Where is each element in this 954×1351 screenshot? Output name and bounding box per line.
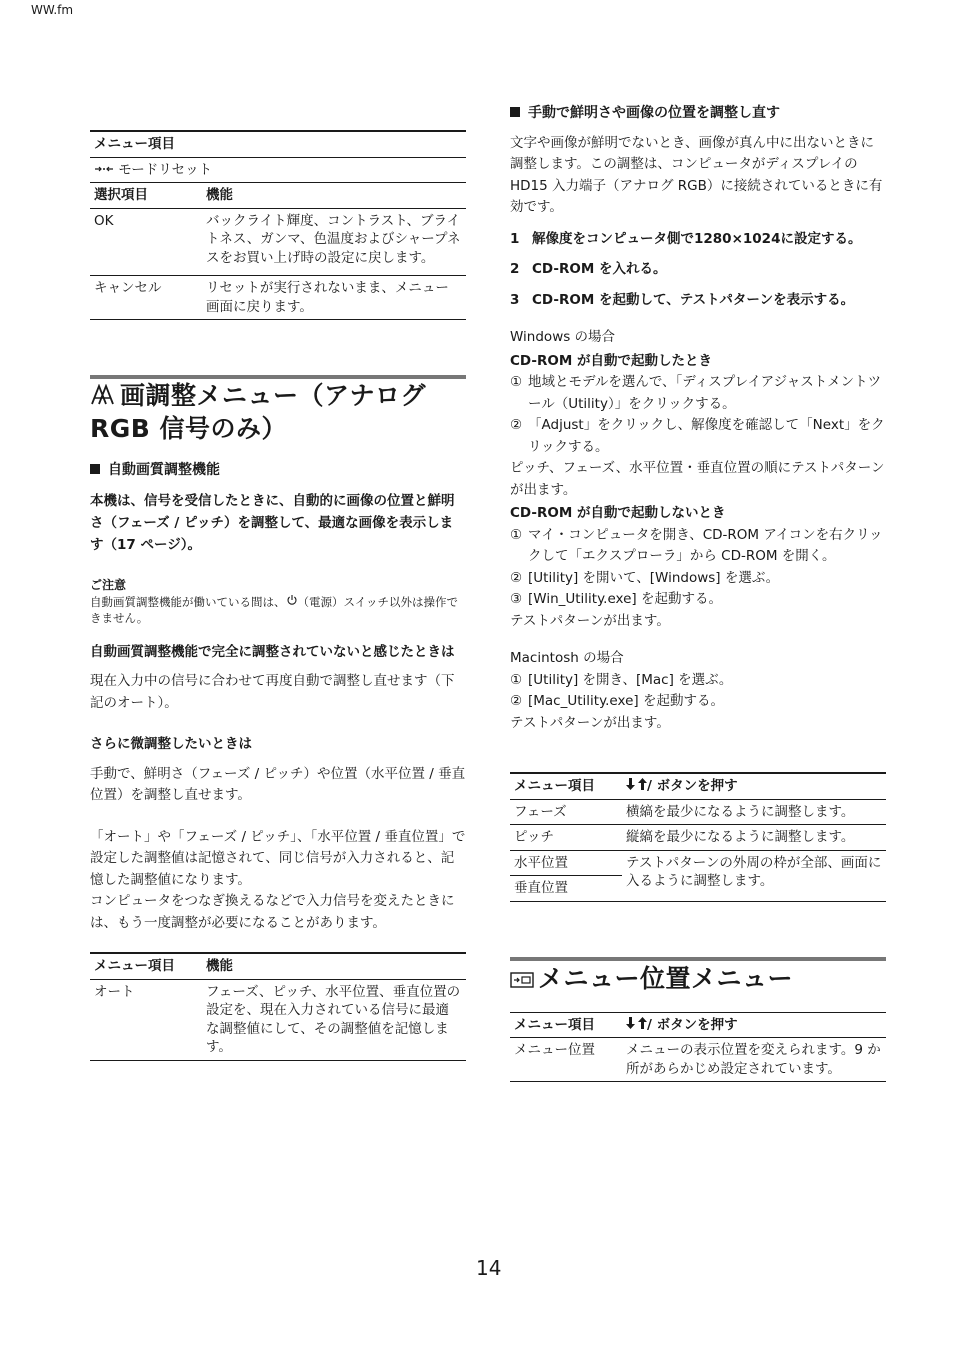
position-item: メニュー位置 bbox=[510, 1038, 622, 1082]
menu-position-title bbox=[510, 963, 886, 996]
manual-col-menu: メニュー項目 bbox=[510, 773, 622, 799]
reset-desc-ok: バックライト輝度、コントラスト、ブライトネス、ガンマ、色温度およびシャープネスをお買い上げ時の設定に戻します。 bbox=[202, 208, 466, 276]
down-arrow-icon bbox=[626, 1016, 635, 1035]
step-3 bbox=[510, 290, 886, 312]
noautorun-result: テストパターンが出ます。 bbox=[510, 612, 670, 629]
image-section-title-line1: 画調整メニュー（アナログ bbox=[120, 381, 427, 410]
image-adjust-icon bbox=[90, 382, 116, 413]
manual-col-button-text: / ボタンを押す bbox=[647, 778, 738, 794]
autorun-heading: CD-ROM が自動で起動したとき bbox=[510, 352, 712, 369]
note-body-after: （電源）スイッチ以外は操作できません。 bbox=[90, 594, 459, 625]
memory-body-1: 「オート」や「フェーズ / ピッチ」、「水平位置 / 垂直位置」で設定した調整値は記憶されて、同じ信号が入力されると、記憶した調整値になります。 bbox=[90, 828, 466, 888]
step-1-num: 1 bbox=[510, 230, 520, 247]
noautorun-item-3-text: [Win_Utility.exe] を起動する。 bbox=[528, 591, 722, 607]
mac-item-2-text: [Mac_Utility.exe] を起動する。 bbox=[528, 693, 724, 709]
manual-item-vpos: 垂直位置 bbox=[510, 876, 622, 902]
mac-result: テストパターンが出ます。 bbox=[510, 714, 670, 731]
autorun-result: ピッチ、フェーズ、水平位置・垂直位置の順にテストパターンが出ます。 bbox=[510, 460, 885, 498]
step-1-text: 解像度をコンピュータ側で1280×1024に設定する。 bbox=[532, 230, 862, 247]
square-bullet-icon bbox=[90, 464, 100, 474]
memory-body-2: コンピュータをつなぎ換えるなどで入力信号を変えたときには、もう一度調整が必要になることがあります。 bbox=[90, 893, 455, 931]
auto-heading-text: 自動画質調整機能 bbox=[108, 462, 220, 478]
autorun-item-1-num: ① bbox=[510, 374, 523, 390]
noautorun-item-1-text: マイ・コンピュータを開き、CD-ROM アイコンを右クリックして「エクスプローラ」から CD-ROM を開く。 bbox=[528, 526, 883, 564]
autorun-item-2 bbox=[510, 415, 886, 458]
fine-body: 手動で、鮮明さ（フェーズ / ピッチ）や位置（水平位置 / 垂直位置）を調整し直せます。 bbox=[90, 765, 466, 803]
noautorun-item-2 bbox=[510, 568, 886, 590]
manual-item-phase: フェーズ bbox=[510, 799, 622, 825]
image-section-title-line2: RGB 信号のみ） bbox=[90, 414, 288, 443]
manual-desc-position: テストパターンの外周の枠が全部、画面に入るように調整します。 bbox=[622, 850, 886, 901]
autorun-item-1-text: 地域とモデルを選んで、「ディスプレイアジャストメントツール（Utility）」をクリックする。 bbox=[528, 374, 882, 412]
reset-table-header: メニュー項目 bbox=[90, 131, 466, 157]
left-column bbox=[90, 130, 466, 1061]
manual-table bbox=[510, 772, 886, 902]
note-body bbox=[90, 594, 466, 626]
section-rule-2 bbox=[510, 957, 886, 961]
position-table bbox=[510, 1012, 886, 1083]
auto-desc: フェーズ、ピッチ、水平位置、垂直位置の設定を、現在入力されている信号に最適な調整値にして、その調整値を記憶します。 bbox=[202, 979, 466, 1060]
section-rule bbox=[90, 375, 466, 379]
auto-lead: 本機は、信号を受信したときに、自動的に画像の位置と鮮明さ（フェーズ / ピッチ）を調整して、最適な画像を表示します（17 ページ）。 bbox=[90, 492, 455, 553]
position-col-menu: メニュー項目 bbox=[510, 1012, 622, 1038]
noautorun-item-3-num: ③ bbox=[510, 591, 523, 607]
note-body-before: 自動画質調整機能が働いている間は、 bbox=[90, 594, 286, 609]
right-column bbox=[510, 103, 886, 1082]
manual-heading bbox=[510, 103, 886, 125]
noautorun-item-1 bbox=[510, 525, 886, 568]
auto-table bbox=[90, 952, 466, 1061]
mac-heading: Macintosh の場合 bbox=[510, 650, 624, 666]
autorun-item-2-num: ② bbox=[510, 417, 523, 433]
step-1 bbox=[510, 229, 886, 251]
mode-reset-icon bbox=[94, 161, 114, 180]
note-title: ご注意 bbox=[90, 577, 127, 592]
square-bullet-icon bbox=[510, 107, 520, 117]
windows-heading: Windows の場合 bbox=[510, 329, 616, 345]
mac-item-1-num: ① bbox=[510, 671, 523, 688]
page-number: 14 bbox=[476, 1256, 502, 1280]
auto-col-menu: メニュー項目 bbox=[90, 953, 202, 979]
noautorun-item-3 bbox=[510, 589, 886, 611]
manual-item-pitch: ピッチ bbox=[510, 825, 622, 851]
auto-item: オート bbox=[90, 979, 202, 1060]
manual-desc-pitch: 縦縞を最少になるように調整します。 bbox=[622, 825, 886, 851]
up-arrow-icon bbox=[638, 1016, 647, 1035]
noautorun-item-2-text: [Utility] を開いて、[Windows] を選ぶ。 bbox=[528, 569, 780, 586]
step-2-num: 2 bbox=[510, 261, 520, 277]
mac-item-2-num: ② bbox=[510, 693, 523, 709]
incomplete-heading: 自動画質調整機能で完全に調整されていないと感じたときは bbox=[90, 643, 455, 660]
down-arrow-icon bbox=[626, 777, 635, 796]
reset-table bbox=[90, 130, 466, 320]
position-col-button bbox=[622, 1012, 886, 1038]
noautorun-heading: CD-ROM が自動で起動しないとき bbox=[510, 505, 726, 521]
auto-heading bbox=[90, 460, 466, 482]
fine-heading: さらに微調整したいときは bbox=[90, 736, 252, 752]
reset-item-cancel: キャンセル bbox=[90, 276, 202, 320]
incomplete-body: 現在入力中の信号に合わせて再度自動で調整し直せます（下記のオート）。 bbox=[90, 673, 455, 711]
menu-position-icon bbox=[510, 965, 534, 996]
step-2-text: CD-ROM を入れる。 bbox=[532, 261, 667, 277]
power-icon bbox=[286, 594, 298, 610]
noautorun-item-1-num: ① bbox=[510, 526, 523, 543]
autorun-item-1 bbox=[510, 372, 886, 415]
col-select: 選択項目 bbox=[90, 183, 202, 209]
manual-intro: 文字や画像が鮮明でないとき、画像が真ん中に出ないときに調整します。この調整は、コンピュータがディスプレイの HD15 入力端子（アナログ RGB）に接続されているときに有効です。 bbox=[510, 134, 883, 215]
image-section-title bbox=[90, 380, 466, 444]
auto-col-function: 機能 bbox=[202, 953, 466, 979]
file-name: WW.fm bbox=[31, 3, 74, 17]
up-arrow-icon bbox=[638, 777, 647, 796]
step-3-num: 3 bbox=[510, 291, 520, 308]
manual-col-button bbox=[622, 773, 886, 799]
step-2 bbox=[510, 259, 886, 281]
col-function: 機能 bbox=[202, 183, 466, 209]
mode-reset-label: モードリセット bbox=[118, 161, 213, 178]
position-col-button-text: / ボタンを押す bbox=[647, 1016, 738, 1033]
position-desc: メニューの表示位置を変えられます。9 か所があらかじめ設定されています。 bbox=[622, 1038, 886, 1082]
mac-item-1-text: [Utility] を開き、[Mac] を選ぶ。 bbox=[528, 671, 733, 688]
mode-reset-row bbox=[90, 157, 466, 183]
mac-item-2 bbox=[510, 691, 886, 713]
mac-item-1 bbox=[510, 670, 886, 692]
step-3-text: CD-ROM を起動して、テストパターンを表示する。 bbox=[532, 291, 855, 308]
manual-desc-phase: 横縞を最少になるように調整します。 bbox=[622, 799, 886, 825]
manual-heading-text: 手動で鮮明さや画像の位置を調整し直す bbox=[528, 105, 780, 121]
manual-item-hpos: 水平位置 bbox=[510, 850, 622, 876]
noautorun-item-2-num: ② bbox=[510, 569, 523, 586]
reset-desc-cancel: リセットが実行されないまま、メニュー画面に戻ります。 bbox=[202, 276, 466, 320]
autorun-item-2-text: 「Adjust」をクリックし、解像度を確認して「Next」をクリックする。 bbox=[528, 417, 885, 455]
menu-position-title-text: メニュー位置メニュー bbox=[538, 963, 794, 993]
reset-item-ok: OK bbox=[90, 208, 202, 276]
